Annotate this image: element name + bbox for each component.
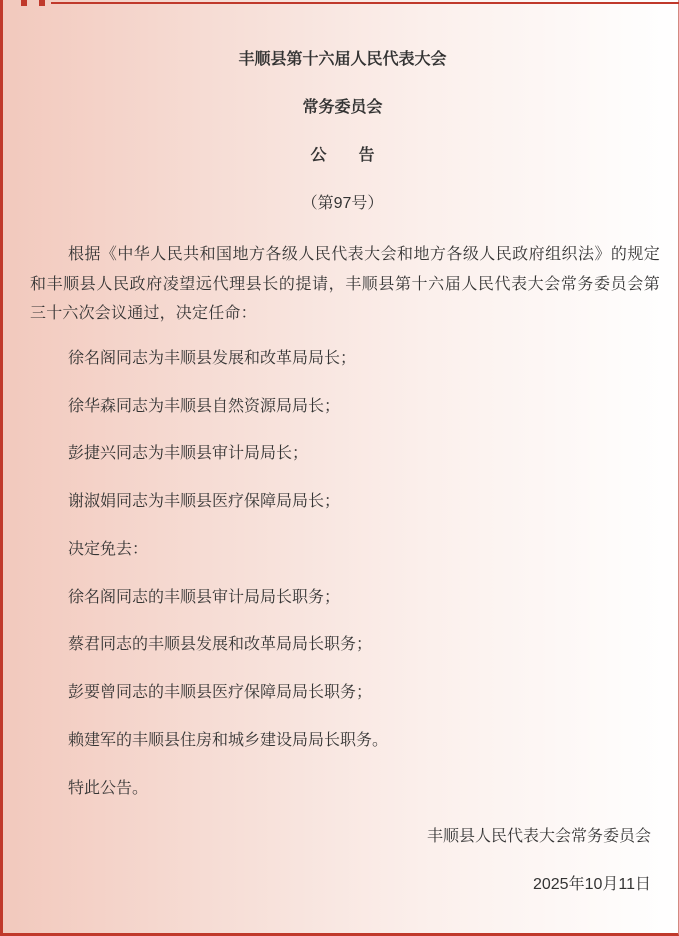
frame-corner-mark [21,0,27,6]
issue-date: 2025年10月11日 [532,876,651,893]
notice-title-line-1: 丰顺县第十六届人民代表大会 [238,51,447,68]
notice-intro-paragraph: 根据《中华人民共和国地方各级人民代表大会和地方各级人民政府组织法》的规定和丰顺县人民政府凌望远代理县长的提请，丰顺县第十六届人民代表大会常务委员会第三十六次会议通过，决定任命： [30,246,660,322]
removal-item: 赖建军的丰顺县住房和城乡建设局局长职务。 [68,732,389,749]
appointment-item: 谢淑娟同志为丰顺县医疗保障局局长； [68,493,341,510]
issuer-signature: 丰顺县人民代表大会常务委员会 [426,828,651,845]
appointment-item: 徐名阁同志为丰顺县发展和改革局局长； [68,350,357,367]
notice-number: （第97号） [301,195,384,212]
removal-item: 徐名阁同志的丰顺县审计局局长职务； [68,589,341,606]
appointment-item: 徐华森同志为丰顺县自然资源局局长； [68,398,341,415]
notice-title-line-3: 公 告 [310,147,375,164]
notice-title-line-2: 常务委员会 [302,99,383,116]
frame-corner-mark [39,0,45,6]
removal-item: 蔡君同志的丰顺县发展和改革局局长职务； [68,636,373,653]
removal-item: 彭要曾同志的丰顺县医疗保障局局长职务； [68,684,373,701]
removal-heading: 决定免去： [68,541,149,558]
appointment-item: 彭捷兴同志为丰顺县审计局局长； [68,445,309,462]
frame-top-line [51,2,679,4]
closing-text: 特此公告。 [68,780,149,797]
